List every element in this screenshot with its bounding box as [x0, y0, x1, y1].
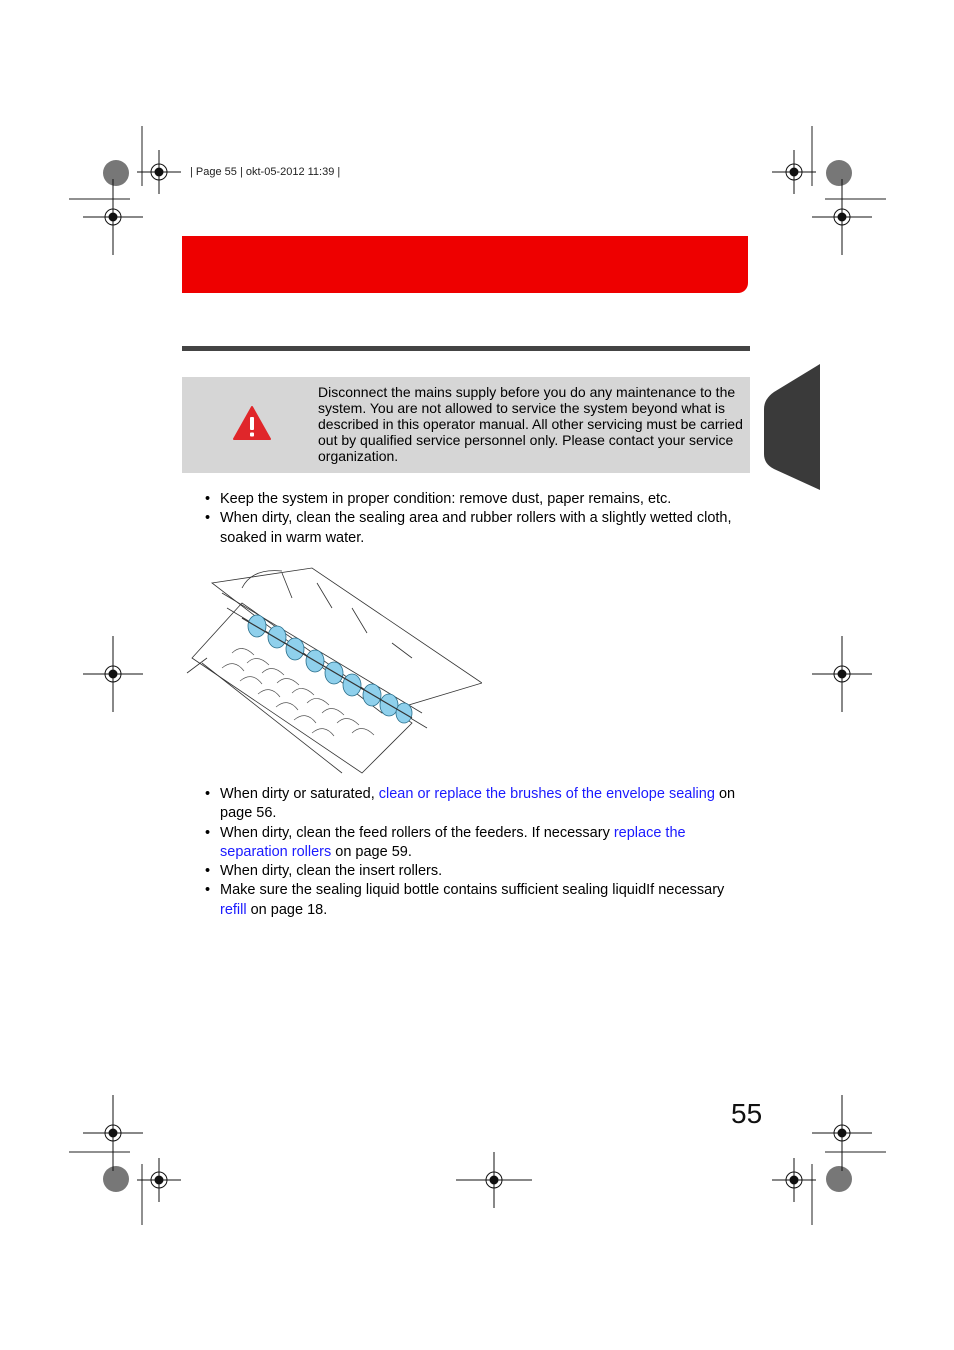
list-item	[182, 490, 750, 509]
separation-rollers-link[interactable]: replace the separation rollers	[220, 824, 686, 860]
sealing-area-illustration	[182, 563, 482, 778]
refill-link[interactable]: refill	[220, 901, 247, 918]
warning-text: Disconnect the mains supply before you do any maintenance to the system. You are not allowed to service the system beyond what is described in this operator manual. All other servicing must be carried out by qualified service personnel only. Please contact your service organization.	[318, 384, 743, 464]
chapter-tab	[764, 364, 820, 490]
list-item-text: When dirty, clean the sealing area and rubber rollers with a slightly wetted cloth, soaked in warm water.	[220, 510, 732, 546]
section-banner	[182, 236, 748, 293]
warning-triangle-icon	[232, 405, 272, 441]
maintenance-list	[182, 490, 750, 548]
cleaning-list	[182, 785, 754, 920]
list-item-text: Keep the system in proper condition: remove dust, paper remains, etc.	[220, 491, 672, 507]
bullet: •	[205, 510, 211, 527]
bullet: •	[205, 882, 211, 899]
print-info: | Page 55 | okt-05-2012 11:39 |	[190, 166, 341, 178]
list-item: • When dirty or saturated, clean or replace the brushes of the envelope sealing on page 56.	[205, 786, 736, 822]
list-item: • When dirty, clean the feed rollers of the feeders. If necessary replace the separation rollers on page 59.	[205, 824, 686, 860]
page-number: 55	[731, 1098, 763, 1129]
list-item: • When dirty, clean the insert rollers.	[182, 862, 754, 881]
section-divider	[182, 346, 750, 351]
bullet: •	[205, 786, 211, 802]
bullet: •	[205, 863, 211, 880]
roller-highlights	[248, 615, 412, 723]
list-item: • Make sure the sealing liquid bottle contains sufficient sealing liquidIf necessary refill on page 18.	[205, 882, 725, 918]
bullet: •	[205, 824, 211, 841]
list-item	[182, 509, 750, 548]
brushes-link[interactable]: clean or replace the brushes of the envelope sealing	[378, 786, 715, 802]
bullet: •	[205, 491, 211, 507]
